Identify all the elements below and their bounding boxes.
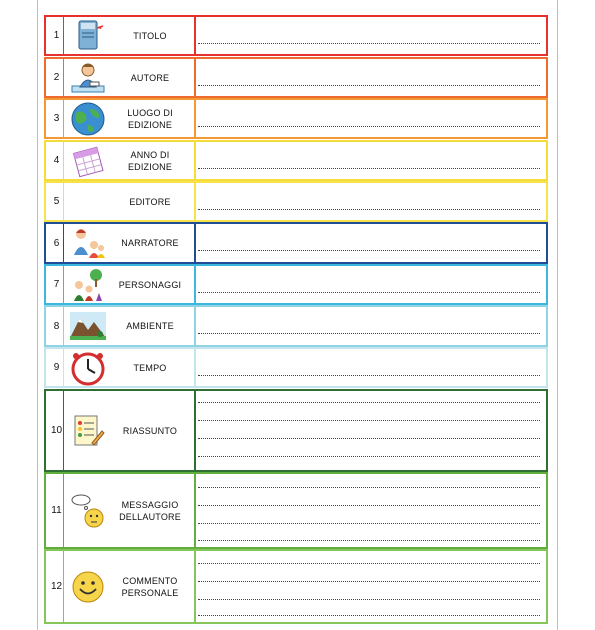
- label-cell: [63, 17, 196, 54]
- field-label-line: LUOGO DI: [127, 107, 173, 118]
- label-cell: [63, 183, 196, 220]
- dotted-writing-line[interactable]: [198, 43, 540, 44]
- dotted-writing-line[interactable]: [198, 581, 540, 582]
- storyteller-icon: [70, 225, 106, 261]
- field-label-line: RIASSUNTO: [122, 425, 178, 436]
- field-label: [110, 425, 190, 437]
- writer-icon: [70, 60, 106, 96]
- label-cell: [63, 391, 196, 470]
- globe-icon: [70, 101, 106, 137]
- field-label: [110, 320, 190, 332]
- field-label-line: PERSONAGGI: [118, 279, 182, 290]
- label-cell: [63, 59, 196, 96]
- thinking-face-icon: [70, 493, 106, 529]
- label-cell: [63, 349, 196, 386]
- writing-area[interactable]: [198, 391, 540, 470]
- form-row: [44, 98, 548, 139]
- form-row: [44, 347, 548, 388]
- label-cell: [63, 551, 196, 622]
- field-label-line: ANNO DI: [130, 149, 170, 160]
- label-cell: [63, 307, 196, 345]
- field-label: [110, 575, 190, 599]
- field-label-line: PERSONALE: [121, 587, 179, 598]
- field-label: [110, 499, 190, 523]
- row-number: 9: [53, 362, 60, 373]
- writing-area[interactable]: [198, 17, 540, 54]
- dotted-writing-line[interactable]: [198, 209, 540, 210]
- dotted-writing-line[interactable]: [198, 168, 540, 169]
- dotted-writing-line[interactable]: [198, 126, 540, 127]
- row-number: 10: [50, 425, 63, 436]
- field-label: [110, 149, 190, 173]
- field-label-line: EDITORE: [129, 196, 171, 207]
- clock-icon: [70, 350, 106, 386]
- row-number: 1: [53, 30, 60, 41]
- form-row: [44, 305, 548, 347]
- writing-area[interactable]: [198, 349, 540, 386]
- dotted-writing-line[interactable]: [198, 456, 540, 457]
- dotted-writing-line[interactable]: [198, 250, 540, 251]
- writing-area[interactable]: [198, 551, 540, 622]
- form-row: [44, 140, 548, 181]
- form-row: [44, 549, 548, 624]
- field-label: [110, 107, 190, 131]
- field-label: [110, 72, 190, 84]
- dotted-writing-line[interactable]: [198, 85, 540, 86]
- label-cell: [63, 224, 196, 262]
- dotted-writing-line[interactable]: [198, 615, 540, 616]
- dotted-writing-line[interactable]: [198, 540, 540, 541]
- writing-area[interactable]: [198, 307, 540, 345]
- field-label: [110, 279, 190, 291]
- label-cell: [63, 266, 196, 303]
- field-label: [110, 30, 190, 42]
- row-number: 3: [53, 113, 60, 124]
- label-cell: [63, 142, 196, 179]
- writing-area[interactable]: [198, 474, 540, 547]
- field-label-line: AUTORE: [130, 72, 170, 83]
- writing-area[interactable]: [198, 224, 540, 262]
- field-label-line: COMMENTO: [122, 575, 178, 586]
- form-row: [44, 15, 548, 56]
- dotted-writing-line[interactable]: [198, 505, 540, 506]
- row-number: 11: [51, 505, 62, 516]
- dotted-writing-line[interactable]: [198, 375, 540, 376]
- form-row: [44, 57, 548, 98]
- dotted-writing-line[interactable]: [198, 599, 540, 600]
- dotted-writing-line[interactable]: [198, 420, 540, 421]
- field-label-line: EDIZIONE: [127, 119, 173, 130]
- writing-area[interactable]: [198, 183, 540, 220]
- form-row: [44, 472, 548, 549]
- form-row: [44, 181, 548, 222]
- field-label: [110, 237, 190, 249]
- form-row: [44, 264, 548, 305]
- dotted-writing-line[interactable]: [198, 487, 540, 488]
- dotted-writing-line[interactable]: [198, 402, 540, 403]
- dotted-writing-line[interactable]: [198, 523, 540, 524]
- field-label-line: DELLAUTORE: [119, 511, 181, 522]
- field-label-line: MESSAGGIO: [121, 499, 179, 510]
- dotted-writing-line[interactable]: [198, 333, 540, 334]
- writing-area[interactable]: [198, 266, 540, 303]
- field-label: [110, 196, 190, 208]
- writing-area[interactable]: [198, 59, 540, 96]
- writing-area[interactable]: [198, 142, 540, 179]
- field-label: [110, 362, 190, 374]
- row-number: 6: [53, 237, 60, 249]
- form-row: [44, 389, 548, 472]
- writing-area[interactable]: [198, 100, 540, 137]
- characters-icon: [70, 267, 106, 303]
- row-number: 2: [53, 72, 60, 83]
- label-cell: [63, 474, 196, 547]
- smiley-icon: [70, 569, 106, 605]
- dotted-writing-line[interactable]: [198, 438, 540, 439]
- field-label-line: TITOLO: [133, 30, 167, 41]
- dotted-writing-line[interactable]: [198, 563, 540, 564]
- row-number: 12: [50, 581, 63, 592]
- field-label-line: NARRATORE: [121, 238, 179, 248]
- notes-icon: [70, 413, 106, 449]
- row-number: 8: [53, 320, 60, 332]
- row-number: 7: [53, 279, 60, 290]
- field-label-line: AMBIENTE: [126, 321, 174, 331]
- row-number: 4: [53, 155, 60, 166]
- book-icon: [70, 18, 106, 54]
- form-row: [44, 222, 548, 264]
- field-label-line: EDIZIONE: [127, 161, 173, 172]
- calendar-icon: [70, 143, 106, 179]
- field-label-line: TEMPO: [133, 362, 167, 373]
- dotted-writing-line[interactable]: [198, 292, 540, 293]
- landscape-icon: [70, 308, 106, 344]
- row-number: 5: [53, 196, 60, 207]
- label-cell: [63, 100, 196, 137]
